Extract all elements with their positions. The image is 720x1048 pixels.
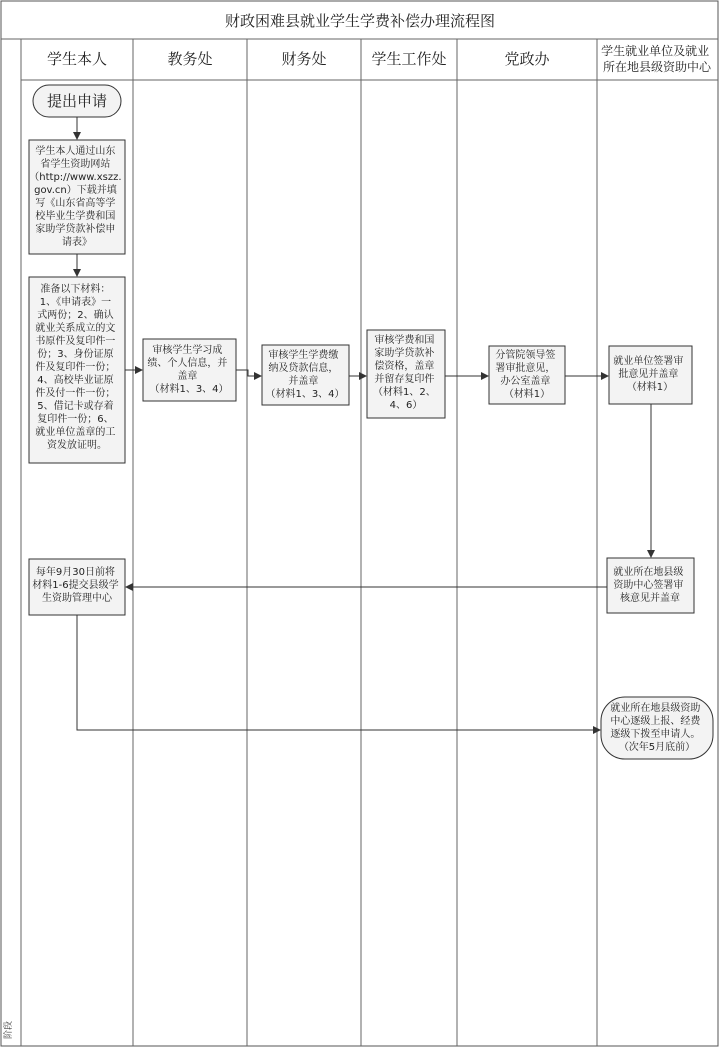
node-student-affairs-review-text: 审核学费和国 家助学贷款补 偿资格，盖章 并留存复印件 （材料1、2、 4、6） — [373, 335, 436, 411]
node-materials-text: 准备以下材料： 1、《申请表》一 式两份；2、确认 就业关系成立的文 书原件及复印件一 份；3、身份证原 件及复印件一份； 4、高校毕业证原 件及付一件一份； 5、借记卡或存着 复印件一份；6、 就业单位盖章的工 资发放证明。 — [35, 284, 116, 451]
node-party-approval-text: 分管院领导签 署审批意见， 办公室盖章 （材料1） — [495, 350, 556, 400]
node-start-text: 提出申请 — [46, 92, 108, 110]
lane-party-office: 党政办 — [504, 50, 550, 68]
lane-student-affairs: 学生工作处 — [371, 50, 447, 68]
edge-academic-to-finance — [236, 370, 261, 376]
node-submit-text: 每年9月30日前将 材料1-6提交县级学 生资助管理中心 — [32, 567, 119, 604]
node-end-text: 就业所在地县级资助 中心逐级上报、经费 逐级下拨至申请人。 （次年5月底前） — [610, 703, 701, 753]
chart-title: 财政困难县就业学生学费补偿办理流程图 — [224, 12, 496, 30]
phase-label: 阶段 — [4, 1020, 14, 1040]
lane-employer-county: 学生就业单位及就业 所在地县级资助中心 — [601, 44, 712, 74]
node-finance-review-text: 审核学生学费缴 纳及贷款信息， 并盖章 （材料1、3、4） — [265, 350, 345, 400]
node-county-sign-text: 就业所在地县级 资助中心签署审 核意见并盖章 — [613, 567, 684, 604]
lane-student: 学生本人 — [46, 50, 108, 68]
node-academic-review-text: 审核学生学习成 绩、个人信息，并 盖章 （材料1、3、4） — [147, 345, 229, 395]
edge-submit-to-end — [77, 615, 600, 730]
node-download-text: 学生本人通过山东 省学生资助网站 （http://www.xszz. gov.cn）下载并填 写《山东省高等学 校毕业生学费和国 家助学贷款补偿申 请表》 — [29, 146, 122, 248]
node-employer-sign-text: 就业单位签署审 批意见并盖章 （材料1） — [613, 356, 684, 393]
lane-finance: 财务处 — [281, 50, 327, 68]
lane-academic-affairs: 教务处 — [167, 50, 213, 68]
